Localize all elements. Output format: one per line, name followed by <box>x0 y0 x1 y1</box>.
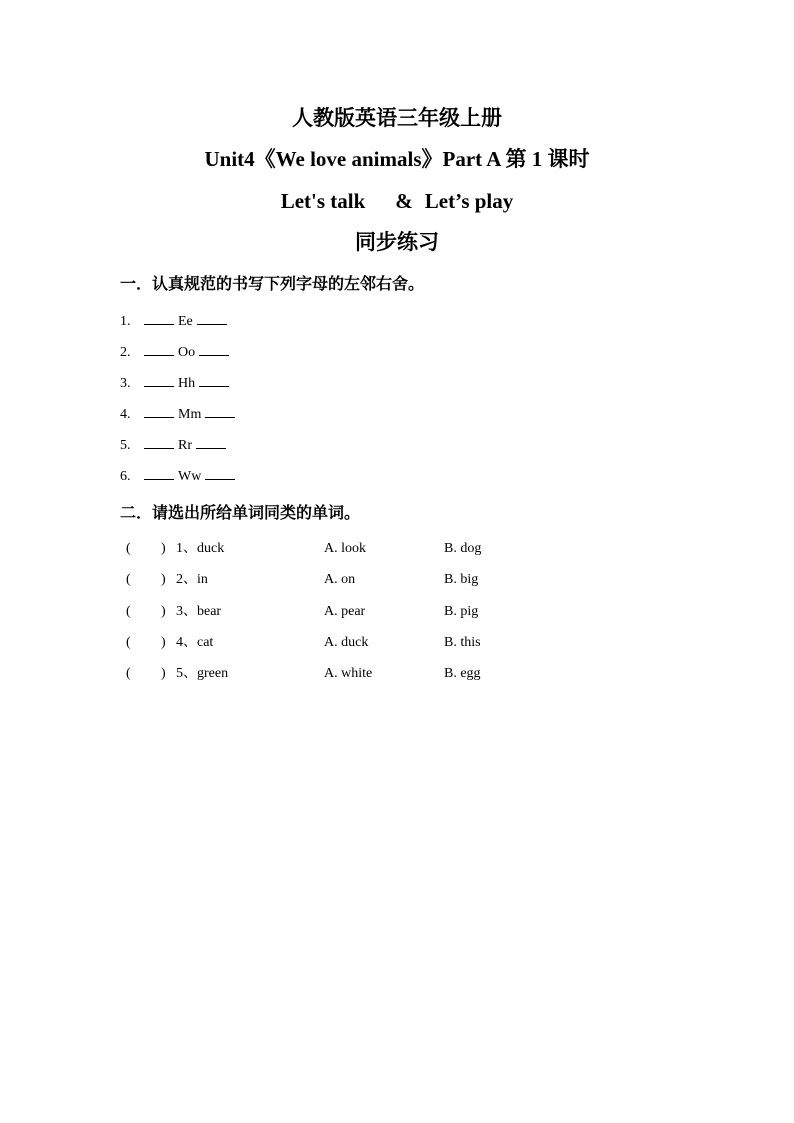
answer-paren-right[interactable]: ) <box>161 666 166 681</box>
item-number: 6. <box>120 469 131 484</box>
question-stem: 4、cat <box>176 635 214 650</box>
blank-line-left[interactable] <box>144 467 174 480</box>
item-number: 3. <box>120 376 131 391</box>
option-b: B. this <box>444 635 481 650</box>
section2-heading: 二．请选出所给单词同类的单词。 <box>120 505 361 522</box>
option-b: B. pig <box>444 604 479 619</box>
question-stem: 1、duck <box>176 541 225 556</box>
letter-item <box>120 312 227 331</box>
option-b: B. big <box>444 572 479 587</box>
item-number: 2. <box>120 345 131 360</box>
question-stem: 3、bear <box>176 604 222 619</box>
answer-paren-right[interactable]: ) <box>161 635 166 650</box>
letter-item <box>120 374 229 393</box>
option-a: A. pear <box>324 604 366 619</box>
letter-item <box>120 436 226 455</box>
letter-pair: Ww <box>178 469 202 484</box>
question-row <box>126 571 546 589</box>
blank-line-right[interactable] <box>205 405 235 418</box>
answer-paren-right[interactable]: ) <box>161 572 166 587</box>
blank-line-left[interactable] <box>144 405 174 418</box>
blank-line-right[interactable] <box>199 374 229 387</box>
blank-line-left[interactable] <box>144 374 174 387</box>
page-title: 人教版英语三年级上册 <box>292 106 502 130</box>
blank-line-right[interactable] <box>205 467 235 480</box>
letter-item <box>120 467 235 486</box>
question-row <box>126 665 546 683</box>
option-a: A. look <box>324 541 366 556</box>
letter-pair: Rr <box>178 438 192 453</box>
answer-paren-right[interactable]: ) <box>161 604 166 619</box>
letter-pair: Ee <box>178 314 193 329</box>
item-number: 1. <box>120 314 131 329</box>
option-a: A. white <box>324 666 373 681</box>
question-stem: 2、in <box>176 572 208 587</box>
option-b: B. egg <box>444 666 481 681</box>
ampersand: & <box>395 189 413 213</box>
letter-pair: Hh <box>178 376 196 391</box>
blank-line-right[interactable] <box>199 343 229 356</box>
lesson-title <box>0 189 794 213</box>
answer-paren-left[interactable]: ( <box>126 541 131 556</box>
lesson-title-left: Let's talk <box>280 189 366 213</box>
item-number: 4. <box>120 407 131 422</box>
option-a: A. on <box>324 572 356 587</box>
letter-pair: Oo <box>178 345 196 360</box>
blank-line-right[interactable] <box>196 436 226 449</box>
question-row <box>126 540 546 558</box>
answer-paren-left[interactable]: ( <box>126 635 131 650</box>
question-stem: 5、green <box>176 666 229 681</box>
option-a: A. duck <box>324 635 369 650</box>
item-number: 5. <box>120 438 131 453</box>
question-row <box>126 603 546 621</box>
letter-pair: Mm <box>178 407 202 422</box>
letter-item <box>120 343 229 362</box>
blank-line-left[interactable] <box>144 436 174 449</box>
blank-line-right[interactable] <box>197 312 227 325</box>
section1-heading: 一．认真规范的书写下列字母的左邻右舍。 <box>120 276 425 293</box>
option-b: B. dog <box>444 541 482 556</box>
blank-line-left[interactable] <box>144 312 174 325</box>
exercise-title: 同步练习 <box>355 230 439 254</box>
answer-paren-left[interactable]: ( <box>126 572 131 587</box>
blank-line-left[interactable] <box>144 343 174 356</box>
letter-item <box>120 405 235 424</box>
answer-paren-left[interactable]: ( <box>126 604 131 619</box>
lesson-title-right: Let’s play <box>424 189 514 213</box>
answer-paren-right[interactable]: ) <box>161 541 166 556</box>
answer-paren-left[interactable]: ( <box>126 666 131 681</box>
question-row <box>126 634 546 652</box>
unit-title: Unit4《We love animals》Part A 第 1 课时 <box>204 147 590 171</box>
